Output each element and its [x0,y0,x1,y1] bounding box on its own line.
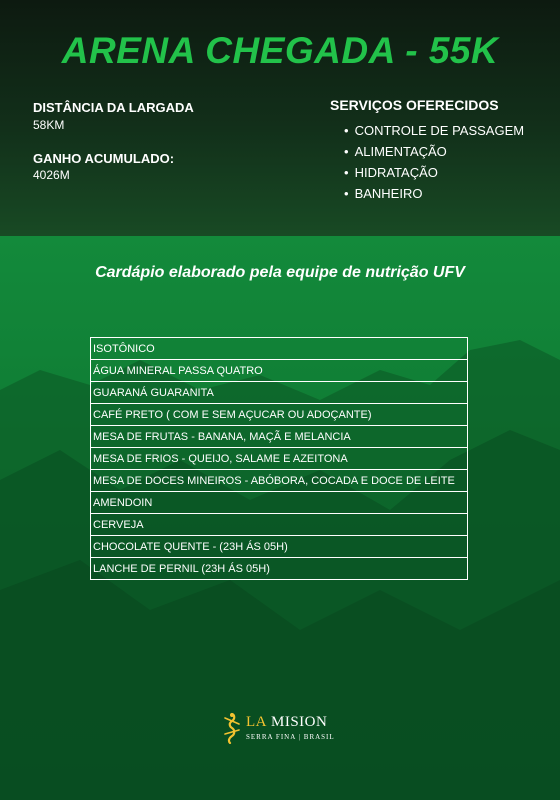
table-row [91,536,468,558]
service-item: • ALIMENTAÇÃO [344,141,524,162]
table-row [91,558,468,580]
page-title: ARENA CHEGADA - 55K [61,30,499,71]
menu-table [90,337,468,580]
menu-item: GUARANÁ GUARANITA [91,382,468,404]
menu-item: CAFÉ PRETO ( COM E SEM AÇUCAR OU ADOÇANTE) [91,404,468,426]
menu-item: MESA DE FRUTAS - BANANA, MAÇÃ E MELANCIA [91,426,468,448]
service-item: • BANHEIRO [344,183,524,204]
distance-label: DISTÂNCIA DA LARGADA [33,100,194,115]
service-item: • HIDRATAÇÃO [344,162,524,183]
menu-item: AMENDOIN [91,492,468,514]
menu-item: MESA DE DOCES MINEIROS - ABÓBORA, COCADA E DOCE DE LEITE [91,470,468,492]
services-list [344,120,524,204]
menu-item: MESA DE FRIOS - QUEIJO, SALAME E AZEITONA [91,448,468,470]
table-row [91,426,468,448]
table-row [91,492,468,514]
menu-item: ISOTÔNICO [91,338,468,360]
table-row [91,404,468,426]
la-mision-logo [218,712,348,746]
menu-subtitle: Cardápio elaborado pela equipe de nutrição UFV [95,264,465,281]
logo-name: MISION [271,714,328,730]
menu-item: CHOCOLATE QUENTE - (23H ÁS 05H) [91,536,468,558]
table-row [91,514,468,536]
logo-wordmark [246,714,327,731]
table-row [91,338,468,360]
table-row [91,470,468,492]
logo-la: LA [246,714,267,730]
gain-value: 4026M [33,168,70,182]
menu-item: CERVEJA [91,514,468,536]
table-row [91,448,468,470]
service-item: • CONTROLE DE PASSAGEM [344,120,524,141]
distance-value: 58KM [33,118,65,132]
menu-item: LANCHE DE PERNIL (23H ÁS 05H) [91,558,468,580]
menu-item: ÁGUA MINERAL PASSA QUATRO [91,360,468,382]
table-row [91,360,468,382]
lizard-icon [220,712,244,744]
logo-tagline: SERRA FINA | BRASIL [246,733,335,741]
table-row [91,382,468,404]
services-title: SERVIÇOS OFERECIDOS [330,97,499,113]
gain-label: GANHO ACUMULADO: [33,151,175,166]
